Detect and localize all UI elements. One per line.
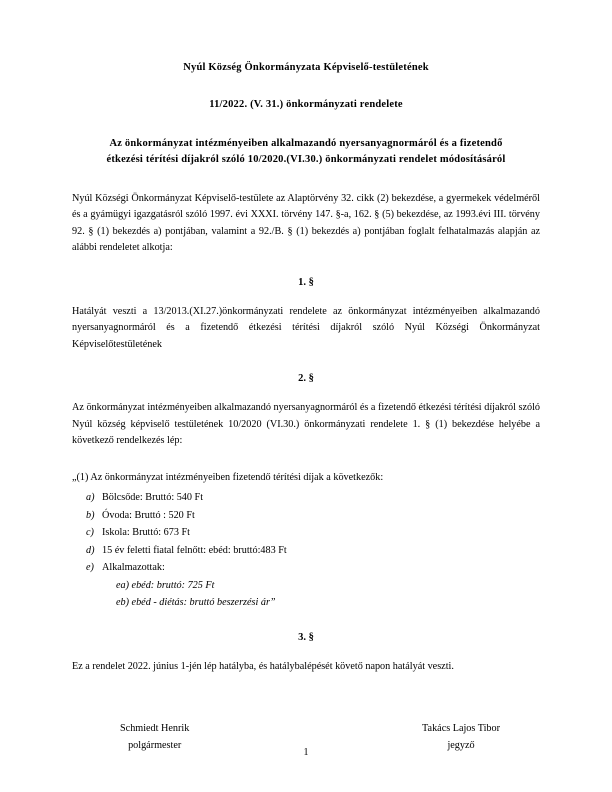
section-2-number: 2. § [298,373,314,385]
sublist-item: eb) ebéd - diétás: bruttó beszerzési ár” [116,597,276,609]
list-item-label: Bölcsőde: Bruttó: 540 Ft [102,492,204,504]
signature-right-name: Takács Lajos Tibor [422,723,500,735]
list-item-marker: d) [86,544,95,556]
document-preamble: Nyúl Községi Önkormányzat Képviselő-testülete az Alaptörvény 32. cikk (2) bekezdése, a gyermekek védelméről és a gyámügyi igazgatásról szóló 1997. évi XXXI. törvény 147. §-a, 162. § (5) bekezdése, az 1993.évi III. törvény 92. § (1) bekezdés a) pontjában, valamint a 92./B. § (1) bekezdés a) pontjában foglalt felhatalmazás alapján az alábbi rendeletet alkotja: [72,192,540,254]
list-item [72,560,540,577]
list-item-marker: b) [86,509,95,521]
list-item [72,525,540,542]
list-item-marker: e) [86,562,94,574]
signature-left-title: polgármester [128,739,182,751]
list-item-label: Alkalmazottak: [102,562,165,574]
list-item-marker: c) [86,527,94,539]
signature-left-name: Schmiedt Henrik [120,723,190,735]
list-item [72,508,540,525]
section-3-text: Ez a rendelet 2022. június 1-jén lép hatályba, és hatálybalépését követő napon hatályát veszti. [72,660,454,672]
fee-sublist [72,578,540,612]
list-item-label: Iskola: Bruttó: 673 Ft [102,527,191,539]
document-heading-title: Az önkormányzat intézményeiben alkalmazandó nyersanyagnormáról és a fizetendő étkezési térítési díjakról szóló 10/2020.(VI.30.) önkormányzati rendelet módosításáról [106,138,506,166]
sublist-item: ea) ebéd: bruttó: 725 Ft [116,579,215,591]
list-item-marker: a) [86,492,95,504]
list-item [72,490,540,507]
section-1-number: 1. § [298,276,314,288]
quoted-provision-intro: „(1) Az önkormányzat intézményeiben fizetendő térítési díjak a következők: [72,471,384,483]
document-heading-authority: Nyúl Község Önkormányzata Képviselő-testületének [183,62,429,73]
section-1-text: Hatályát veszti a 13/2013.(XI.27.)önkormányzati rendelete az önkormányzat intézményeiben alkalmazandó nyersanyagnormáról és a fizetendő étkezési térítési díjakról szóló Nyúl Községi Önkormányzat Képviselőtestületének [72,305,540,350]
list-item-label: Óvoda: Bruttó : 520 Ft [102,509,195,521]
section-3-number: 3. § [298,631,314,643]
signature-right-title: jegyző [447,739,475,751]
list-item-label: 15 év feletti fiatal felnőtt: ebéd: bruttó:483 Ft [102,544,287,556]
list-item [72,543,540,560]
page-number: 1 [303,747,309,758]
section-2-text: Az önkormányzat intézményeiben alkalmazandó nyersanyagnormáról és a fizetendő étkezési térítési díjakról szóló Nyúl község képviselő testületének 10/2020 (VI.30.) önkormányzati rendelete 1. § (1) bekezdése helyébe a következő rendelkezés lép: [72,402,540,447]
document-heading-decree-number: 11/2022. (V. 31.) önkormányzati rendelete [209,99,403,110]
fee-list [72,490,540,577]
